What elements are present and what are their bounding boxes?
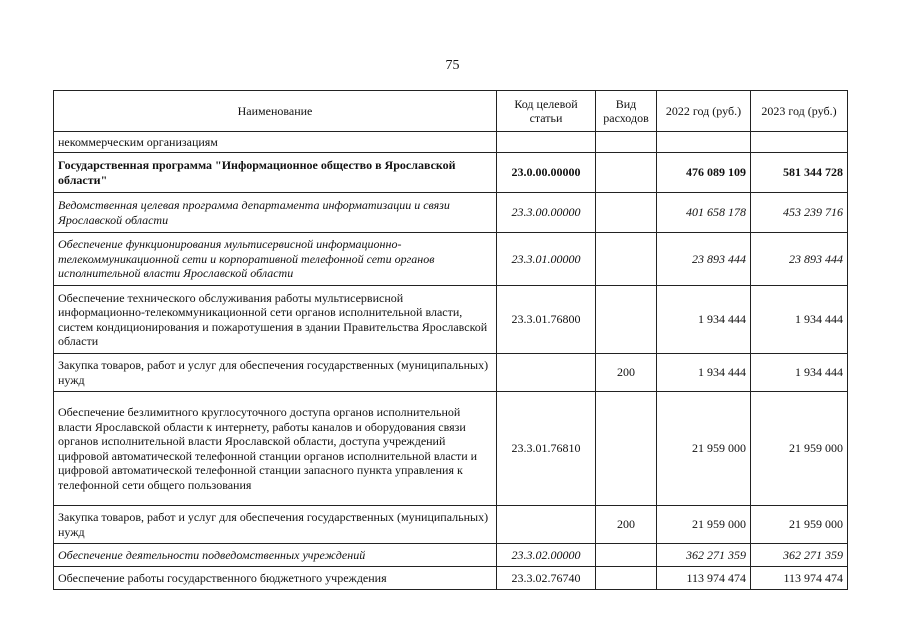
row-2022: 1 934 444 [657,286,751,354]
budget-table [53,90,848,590]
header-code: Код целевой статьи [497,91,596,132]
row-2023: 581 344 728 [751,153,848,193]
row-name: некоммерческим организациям [54,132,497,153]
table-row [54,567,848,590]
row-name: Обеспечение деятельности подведомственных учреждений [54,544,497,567]
row-2022: 476 089 109 [657,153,751,193]
row-code: 23.3.01.76800 [497,286,596,354]
row-kind [596,392,657,506]
row-2022: 21 959 000 [657,392,751,506]
row-2023: 23 893 444 [751,233,848,286]
table-row [54,544,848,567]
row-code: 23.3.02.76740 [497,567,596,590]
header-2023: 2023 год (руб.) [751,91,848,132]
row-kind [596,233,657,286]
row-2023: 113 974 474 [751,567,848,590]
row-name: Обеспечение работы государственного бюджетного учреждения [54,567,497,590]
table-row [54,506,848,544]
row-kind [596,567,657,590]
row-2022: 362 271 359 [657,544,751,567]
table-row [54,132,848,153]
row-code [497,506,596,544]
row-2022: 401 658 178 [657,193,751,233]
row-code [497,132,596,153]
row-kind [596,544,657,567]
row-code: 23.3.02.00000 [497,544,596,567]
row-name: Обеспечение технического обслуживания работы мультисервисной информационно-телекоммуникационной сети органов исполнительной власти, систем кондиционирования и пожаротушения в здании Правительства Ярославской области [54,286,497,354]
row-2023: 453 239 716 [751,193,848,233]
row-2022: 23 893 444 [657,233,751,286]
row-2023: 21 959 000 [751,392,848,506]
row-kind [596,193,657,233]
row-code [497,354,596,392]
row-kind [596,132,657,153]
row-2022: 1 934 444 [657,354,751,392]
row-code: 23.3.01.00000 [497,233,596,286]
row-2023: 21 959 000 [751,506,848,544]
header-kind: Вид расходов [596,91,657,132]
row-2022 [657,132,751,153]
table-row [54,233,848,286]
header-name: Наименование [54,91,497,132]
table-row [54,392,848,506]
table-row [54,153,848,193]
row-name: Ведомственная целевая программа департамента информатизации и связи Ярославской области [54,193,497,233]
row-name: Закупка товаров, работ и услуг для обеспечения государственных (муниципальных) нужд [54,506,497,544]
table-row [54,193,848,233]
row-name: Обеспечение функционирования мультисервисной информационно-телекоммуникационной сети и корпоративной телефонной сети органов исполнительной власти Ярославской области [54,233,497,286]
row-kind: 200 [596,354,657,392]
row-2023: 362 271 359 [751,544,848,567]
row-name: Обеспечение безлимитного круглосуточного доступа органов исполнительной власти Ярославской области к интернету, работы каналов и оборудования связи органов исполнительной власти Ярославской области, доступа учреждений цифровой автоматической телефонной станции органов исполнительной власти и цифровой автоматической телефонной станции запасного пункта управления к телефонной сети общего пользования [54,392,497,506]
table-header-row [54,91,848,132]
row-kind [596,286,657,354]
row-code: 23.3.01.76810 [497,392,596,506]
row-2023: 1 934 444 [751,286,848,354]
row-name: Закупка товаров, работ и услуг для обеспечения государственных (муниципальных) нужд [54,354,497,392]
table-row [54,354,848,392]
row-code: 23.0.00.00000 [497,153,596,193]
header-2022: 2022 год (руб.) [657,91,751,132]
row-2022: 113 974 474 [657,567,751,590]
row-2023: 1 934 444 [751,354,848,392]
page-number: 75 [445,58,460,73]
row-kind [596,153,657,193]
row-name: Государственная программа "Информационное общество в Ярославской области" [54,153,497,193]
row-2022: 21 959 000 [657,506,751,544]
row-kind: 200 [596,506,657,544]
row-code: 23.3.00.00000 [497,193,596,233]
table-row [54,286,848,354]
row-2023 [751,132,848,153]
